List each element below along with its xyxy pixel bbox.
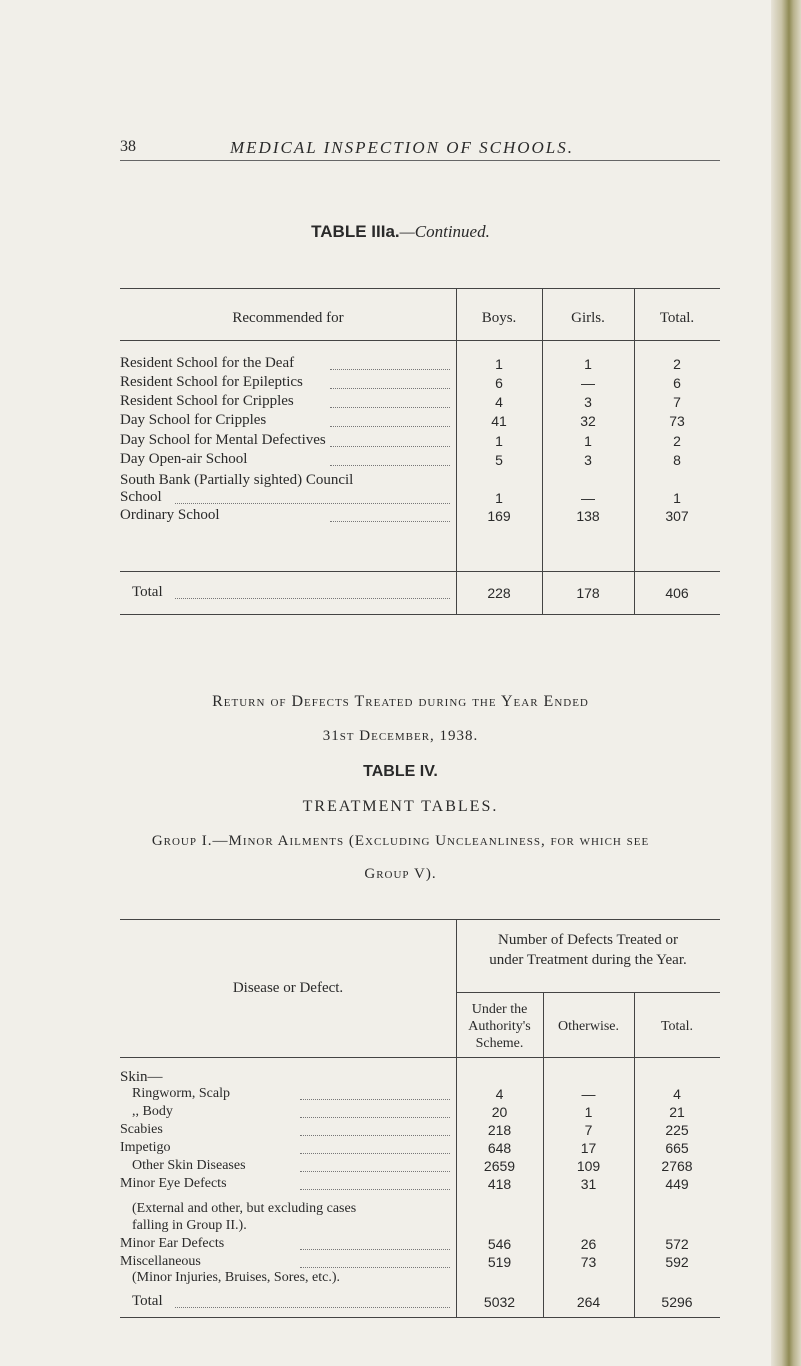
cell-girls: 1	[584, 433, 592, 449]
total-otherwise: 264	[576, 1294, 601, 1310]
leader-dots	[330, 426, 450, 427]
table-3a-title-bold: TABLE IIIa.	[311, 222, 400, 241]
cell-girls: 138	[576, 508, 600, 524]
cell-total: 592	[665, 1254, 689, 1270]
cell-total: 225	[665, 1122, 689, 1138]
page-number: 38	[120, 138, 136, 155]
leader-dots	[175, 598, 450, 599]
table-row-label: Resident School for Cripples	[120, 393, 294, 409]
running-head: MEDICAL INSPECTION OF SCHOOLS.	[230, 138, 574, 157]
header-disease: Disease or Defect.	[232, 980, 344, 996]
table-3a-col-divider	[542, 288, 543, 614]
cell-total: 665	[665, 1140, 689, 1156]
total-boys: 228	[487, 585, 511, 601]
table-row-label: Day School for Cripples	[120, 412, 267, 428]
leader-dots	[300, 1267, 450, 1268]
header-rule	[120, 160, 720, 161]
header-number-line2: under Treatment during the Year.	[489, 952, 687, 968]
leader-dots	[300, 1153, 450, 1154]
leader-dots	[330, 521, 450, 522]
total-total: 406	[665, 585, 689, 601]
cell-total: 572	[665, 1236, 689, 1252]
table-4-title: TABLE IV.	[363, 763, 438, 780]
table-row-label: Impetigo	[120, 1140, 171, 1155]
cell-under-scheme: 519	[487, 1254, 512, 1270]
cell-otherwise: —	[581, 1086, 596, 1102]
table-row-label: Resident School for the Deaf	[120, 355, 295, 371]
treatment-tables-heading: TREATMENT TABLES.	[302, 798, 499, 815]
header-total-4: Total.	[660, 1019, 694, 1034]
cell-total: 449	[665, 1176, 689, 1192]
cell-boys: 169	[487, 508, 511, 524]
table-row-label-cont: School	[120, 489, 162, 505]
cell-under-scheme: 418	[487, 1176, 512, 1192]
table-3a-title	[0, 222, 801, 242]
table-row-label: Minor Ear Defects	[120, 1236, 225, 1251]
cell-total: 2	[673, 356, 681, 372]
cell-under-scheme: 2659	[483, 1158, 516, 1174]
table-row-label: Minor Eye Defects	[120, 1176, 227, 1191]
table-3a-top-rule	[120, 288, 720, 289]
leader-dots	[300, 1099, 450, 1100]
header-otherwise: Otherwise.	[557, 1019, 620, 1034]
misc-note: (Minor Injuries, Bruises, Sores, etc.).	[132, 1270, 341, 1285]
leader-dots	[175, 1307, 450, 1308]
cell-boys: 41	[491, 413, 507, 429]
table-row-label: Ordinary School	[120, 507, 220, 523]
leader-dots	[300, 1189, 450, 1190]
table-3a-col-divider	[456, 288, 457, 614]
table-row-label: Day School for Mental Defectives	[120, 432, 326, 448]
table-3a-col-divider	[634, 288, 635, 614]
table-3a-bottom-rule	[120, 614, 720, 615]
eye-note-line2: falling in Group II.).	[132, 1218, 247, 1233]
table-row-label: Scabies	[120, 1122, 163, 1137]
total-label: Total	[132, 1293, 163, 1309]
total-under-scheme: 5032	[483, 1294, 516, 1310]
total-label: Total	[132, 584, 163, 600]
header-under3: Scheme.	[475, 1036, 524, 1051]
table-row-label: Resident School for Epileptics	[120, 374, 303, 390]
group-heading-line1: Group I.—Minor Ailments (Excluding Uncleanliness, for which see	[151, 833, 650, 849]
leader-dots	[300, 1117, 450, 1118]
table-row-label: Other Skin Diseases	[132, 1158, 246, 1173]
cell-total: 6	[673, 375, 681, 391]
header-recommended: Recommended for	[232, 310, 344, 326]
header-boys: Boys.	[481, 310, 517, 326]
table-row-label: South Bank (Partially sighted) Council	[120, 472, 354, 488]
cell-total: 307	[665, 508, 689, 524]
cell-otherwise: 1	[584, 1104, 593, 1120]
leader-dots	[175, 503, 450, 504]
cell-otherwise: 31	[580, 1176, 597, 1192]
cell-girls: 3	[584, 394, 592, 410]
cell-boys: 6	[495, 375, 503, 391]
cell-total: 8	[673, 452, 681, 468]
table-row-label: Ringworm, Scalp	[132, 1086, 230, 1101]
leader-dots	[300, 1249, 450, 1250]
table-4-bottom-rule	[120, 1317, 720, 1318]
cell-under-scheme: 648	[487, 1140, 512, 1156]
leader-dots	[330, 465, 450, 466]
cell-girls: 3	[584, 452, 592, 468]
table-3a-total-rule	[120, 571, 720, 572]
leader-dots	[300, 1135, 450, 1136]
table-3a-header-rule	[120, 340, 720, 341]
page-edge-shadow	[771, 0, 801, 1366]
skin-label: Skin—	[120, 1069, 163, 1085]
return-heading: Return of Defects Treated during the Year Ended	[212, 693, 589, 710]
cell-under-scheme: 4	[495, 1086, 504, 1102]
group-heading-line2: Group V).	[364, 866, 437, 882]
leader-dots	[330, 369, 450, 370]
eye-note-line1: (External and other, but excluding cases	[132, 1201, 357, 1216]
cell-boys: 4	[495, 394, 503, 410]
table-row-label: ,, Body	[132, 1104, 173, 1119]
cell-otherwise: 109	[576, 1158, 601, 1174]
table-4-header-rule	[120, 1057, 720, 1058]
table-3a-title-italic: —Continued.	[399, 222, 490, 241]
table-row-label: Miscellaneous	[120, 1254, 201, 1269]
cell-total: 2768	[661, 1158, 693, 1174]
table-4-subheader-rule	[456, 992, 720, 993]
cell-total: 4	[673, 1086, 681, 1102]
cell-under-scheme: 218	[487, 1122, 512, 1138]
cell-girls: 32	[580, 413, 596, 429]
header-girls: Girls.	[571, 310, 605, 326]
header-under2: Authority's	[468, 1019, 531, 1034]
cell-total: 73	[669, 413, 685, 429]
cell-boys: 1	[495, 433, 503, 449]
cell-total: 7	[673, 394, 681, 410]
cell-girls: —	[581, 375, 595, 391]
cell-boys: 5	[495, 452, 503, 468]
cell-otherwise: 26	[580, 1236, 597, 1252]
cell-otherwise: 7	[584, 1122, 593, 1138]
cell-girls: 1	[584, 356, 592, 372]
table-row-label: Day Open-air School	[120, 451, 248, 467]
cell-boys: 1	[495, 356, 503, 372]
cell-otherwise: 17	[580, 1140, 597, 1156]
return-date: 31st December, 1938.	[322, 728, 479, 744]
header-under1: Under the	[471, 1002, 528, 1017]
cell-total: 1	[673, 490, 681, 506]
cell-under-scheme: 546	[487, 1236, 512, 1252]
cell-total: 21	[669, 1104, 685, 1120]
cell-girls: —	[581, 490, 595, 506]
leader-dots	[330, 446, 450, 447]
cell-boys: 1	[495, 490, 503, 506]
cell-total: 2	[673, 433, 681, 449]
total-total: 5296	[661, 1294, 693, 1310]
leader-dots	[300, 1171, 450, 1172]
table-4-top-rule	[120, 919, 720, 920]
total-girls: 178	[576, 585, 600, 601]
cell-under-scheme: 20	[491, 1104, 508, 1120]
leader-dots	[330, 407, 450, 408]
header-number-line1: Number of Defects Treated or	[498, 932, 678, 948]
cell-otherwise: 73	[580, 1254, 597, 1270]
header-total: Total.	[659, 310, 695, 326]
leader-dots	[330, 388, 450, 389]
